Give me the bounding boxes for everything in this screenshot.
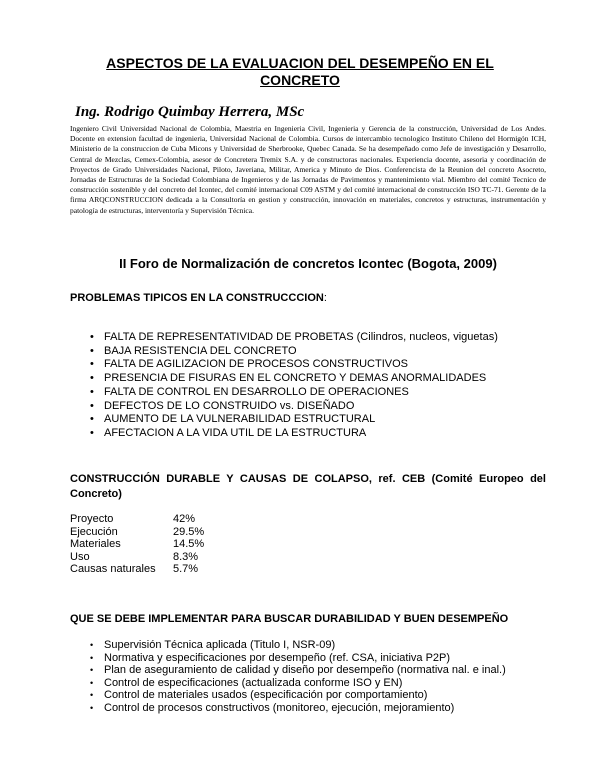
bullet-icon: • [90, 385, 94, 398]
table-row [70, 526, 204, 539]
table-cell-value: 8.3% [173, 550, 199, 563]
table-row [70, 551, 204, 564]
list-item [90, 386, 498, 400]
list-item [90, 652, 506, 665]
table-cell-value: 5.7% [173, 563, 199, 576]
table-cell-label: Causas naturales [70, 563, 156, 576]
bullet-icon: • [90, 413, 94, 426]
table-cell-value: 42% [173, 513, 196, 525]
heading-problemas [70, 292, 327, 304]
bullet-icon: • [90, 372, 94, 385]
table-row [70, 563, 204, 576]
bullet-icon: • [90, 344, 94, 357]
table-cell-value: 29.5% [173, 525, 205, 538]
list-item-text: FALTA DE AGILIZACION DE PROCESOS CONSTRUCTIVOS [104, 358, 408, 371]
list-item-text: Normativa y especificaciones por desempeño (ref. CSA, iniciativa P2P) [104, 651, 451, 664]
bullet-icon: • [90, 690, 94, 700]
list-item [90, 413, 498, 427]
bullet-icon: • [90, 652, 94, 663]
list-item [90, 345, 498, 359]
bullet-icon: • [90, 702, 94, 713]
list-item [90, 639, 506, 652]
list-item-text: Plan de aseguramiento de calidad y diseño por desempeño (normativa nal. e inal.) [104, 664, 506, 676]
list-item [90, 331, 498, 345]
bullet-icon: • [90, 426, 94, 439]
section-title-foro: II Foro de Normalización de concretos Icontec (Bogota, 2009) [119, 256, 497, 271]
heading-problemas-colon: : [323, 292, 327, 304]
list-item-text: AUMENTO DE LA VULNERABILIDAD ESTRUCTURAL [104, 413, 376, 426]
list-item [90, 702, 506, 715]
list-item-text: Control de procesos constructivos (monitoreo, ejecución, mejoramiento) [104, 701, 455, 714]
causas-table [70, 513, 204, 576]
list-item [90, 689, 506, 702]
bullet-icon: • [90, 331, 94, 343]
list-item-text: Supervisión Técnica aplicada (Titulo I, NSR-09) [104, 639, 336, 651]
list-item-text: Control de materiales usados (especificación por comportamiento) [104, 689, 428, 701]
author-name: Ing. Rodrigo Quimbay Herrera, MSc [75, 104, 305, 120]
table-cell-value: 14.5% [173, 538, 205, 551]
bullet-icon: • [90, 640, 94, 650]
table-row [70, 538, 204, 551]
list-item-text: FALTA DE CONTROL EN DESARROLLO DE OPERACIONES [104, 385, 409, 398]
list-item-text: Control de especificaciones (actualizada conforme ISO y EN) [104, 676, 403, 689]
list-item [90, 677, 506, 690]
table-cell-label: Uso [70, 550, 90, 563]
list-item-text: AFECTACION A LA VIDA UTIL DE LA ESTRUCTURA [104, 426, 367, 439]
heading-colapso: CONSTRUCCIÓN DURABLE Y CAUSAS DE COLAPSO, ref. CEB (Comité Europeo del Concreto) [70, 473, 546, 500]
table-cell-label: Ejecución [70, 525, 118, 538]
heading-implementar: QUE SE DEBE IMPLEMENTAR PARA BUSCAR DURABILIDAD Y BUEN DESEMPEÑO [70, 613, 509, 625]
bullet-icon: • [90, 665, 94, 675]
list-item-text: PRESENCIA DE FISURAS EN EL CONCRETO Y DEMAS ANORMALIDADES [104, 372, 487, 385]
list-item [90, 372, 498, 386]
document-title: ASPECTOS DE LA EVALUACION DEL DESEMPEÑO EN EL CONCRETO [106, 55, 494, 88]
table-row [70, 513, 204, 526]
author-bio: Ingeniero Civil Universidad Nacional de Colombia, Maestria en Ingenieria Civil, Ingenieria y Gerencia de la construcción, Universidad de Los Andes. Docente en extension facultad de ingenieria, Universidad Nacional de Colombia. Cursos de intercambio tecnologico Instituto Chileno del Hormigón ICH, Ministerio de la construccion de Cuba Micons y Universidad de Sherbrooke, Quebec Canada. Se ha desempeñado como Jefe de investigación y Desarrollo, Central de Mezclas, Cemex-Colombia, asesor de Concretera Tremix S.A. y de constructoras nacionales. Experiencia docente, asesoria y coordinación de Proyectos de Grado Universidades Nacional, Piloto, Javeriana, Militar, America y Minuto de Dios. Conferencista de la Reunion del concreto Asocreto, Jornadas de Estructuras de la Sociedad Colombiana de Ingenieros y de las Jornadas de Pavimentos y mantenimiento vial. Miembro del comité Tecnico de construcción sostenible y del concreto del Icontec, del comité internacional C09 ASTM y del comité internacional de construcción ISO TC-71. Gerente de la firma ARQCONSTRUCCION dedicada a la Consultoría en gestion y construcción, innovación en materiales, concretos y estructuras, instrumentación y patología de estructuras, interventoría y Supervisión Técnica. [70, 124, 546, 215]
bullet-icon: • [90, 677, 94, 688]
list-item-text: BAJA RESISTENCIA DEL CONCRETO [104, 344, 297, 357]
problemas-list [90, 331, 498, 441]
list-item [90, 358, 498, 372]
list-item-text: DEFECTOS DE LO CONSTRUIDO vs. DISEÑADO [104, 399, 355, 412]
implementar-list [90, 639, 506, 714]
bullet-icon: • [90, 358, 94, 371]
list-item-text: FALTA DE REPRESENTATIVIDAD DE PROBETAS (Cilindros, nucleos, viguetas) [104, 331, 498, 343]
table-cell-label: Proyecto [70, 513, 114, 525]
bullet-icon: • [90, 399, 94, 412]
list-item [90, 427, 498, 441]
heading-problemas-text: PROBLEMAS TIPICOS EN LA CONSTRUCCCION [70, 292, 324, 304]
list-item [90, 400, 498, 414]
list-item [90, 664, 506, 677]
table-cell-label: Materiales [70, 538, 121, 551]
